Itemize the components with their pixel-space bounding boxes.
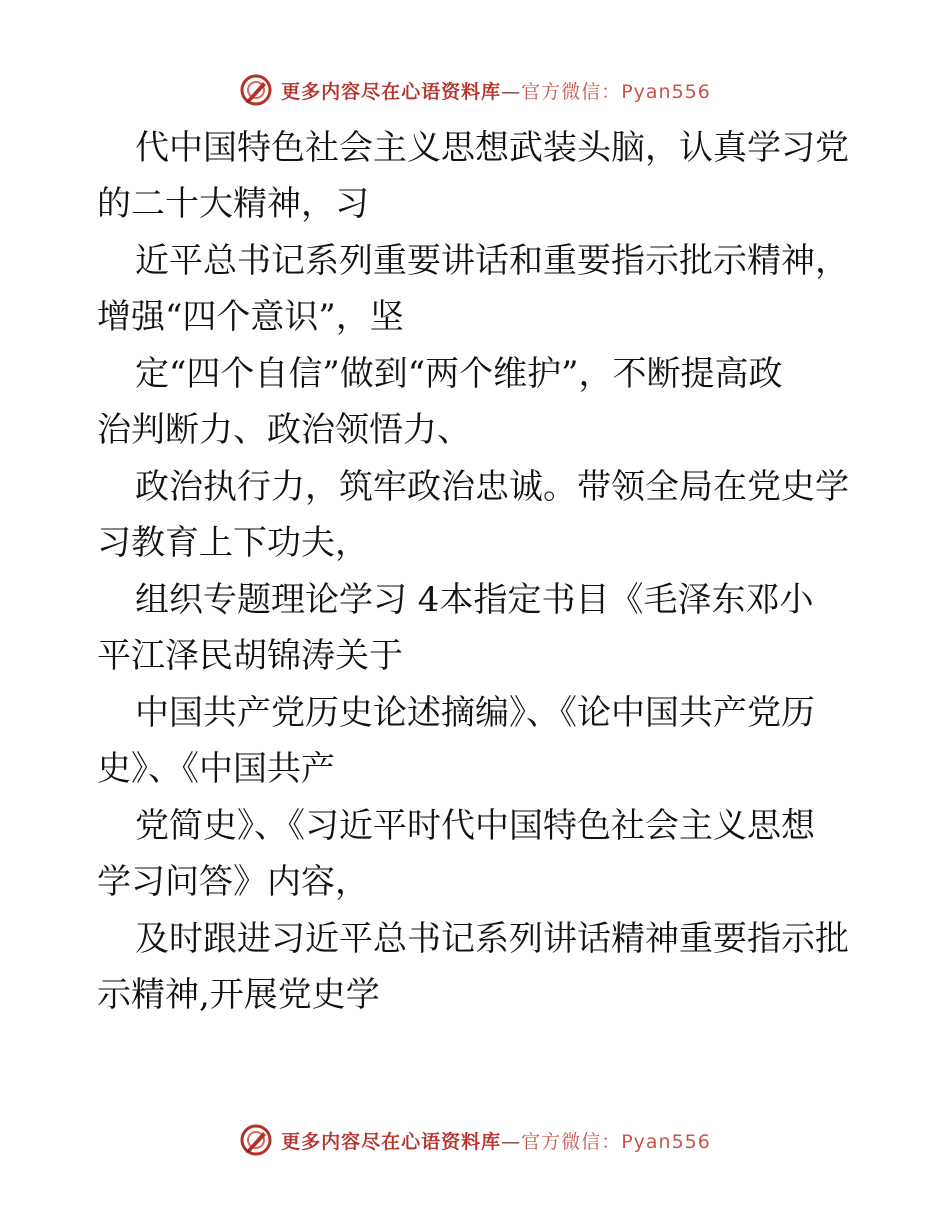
footer-banner <box>0 1120 950 1160</box>
paragraph <box>97 798 857 910</box>
header-wechat-id: Pyan556 <box>621 80 711 103</box>
paragraph-line: 示精神,开展党史学 <box>97 975 380 1015</box>
paragraph <box>97 572 857 684</box>
header-site-text <box>281 77 711 104</box>
paragraph-line: 的二十大精神，习 <box>97 184 369 224</box>
footer-wechat-label: 官方微信： <box>521 1130 622 1153</box>
paragraph-line: 增强“四个意识”，坚 <box>97 297 404 337</box>
paragraph <box>97 459 857 571</box>
paragraph-line: 及时跟进习近平总书记系列讲话精神重要指示批 <box>135 919 849 959</box>
paragraph <box>97 120 857 232</box>
footer-site-label: 更多内容尽在心语资料库 <box>281 1130 502 1153</box>
paragraph-line: 代中国特色社会主义思想武装头脑，认真学习党 <box>135 128 849 168</box>
header-dash: — <box>501 80 522 103</box>
document-body <box>97 120 857 1024</box>
paragraph-line: 治判断力、政治领悟力、 <box>97 410 471 450</box>
paragraph-line: 定“四个自信”做到“两个维护”，不断提高政 <box>135 354 783 394</box>
footer-dash: — <box>501 1130 522 1153</box>
paragraph-line: 组织专题理论学习 4本指定书目《毛泽东邓小 <box>135 580 814 620</box>
paragraph-line: 史》、《中国共产 <box>97 749 335 789</box>
pen-circle-logo-icon <box>239 1123 273 1157</box>
paragraph <box>97 233 857 345</box>
header-banner <box>0 70 950 110</box>
footer-wechat-id: Pyan556 <box>621 1130 711 1153</box>
paragraph-line: 中国共产党历史论述摘编》、《论中国共产党历 <box>135 693 815 733</box>
footer-site-text <box>281 1127 711 1154</box>
paragraph-line: 党简史》、《习近平时代中国特色社会主义思想 <box>135 806 815 846</box>
paragraph <box>97 346 857 458</box>
paragraph-line: 学习问答》内容， <box>97 862 369 902</box>
paragraph-line: 近平总书记系列重要讲话和重要指示批示精神， <box>135 241 849 281</box>
pen-circle-logo-icon <box>239 73 273 107</box>
header-wechat-label: 官方微信： <box>521 80 622 103</box>
paragraph <box>97 911 857 1023</box>
paragraph-line: 政治执行力，筑牢政治忠诚。带领全局在党史学 <box>135 467 849 507</box>
paragraph-line: 平江泽民胡锦涛关于 <box>97 636 403 676</box>
header-site-label: 更多内容尽在心语资料库 <box>281 80 502 103</box>
paragraph <box>97 685 857 797</box>
paragraph-line: 习教育上下功夫， <box>97 523 369 563</box>
